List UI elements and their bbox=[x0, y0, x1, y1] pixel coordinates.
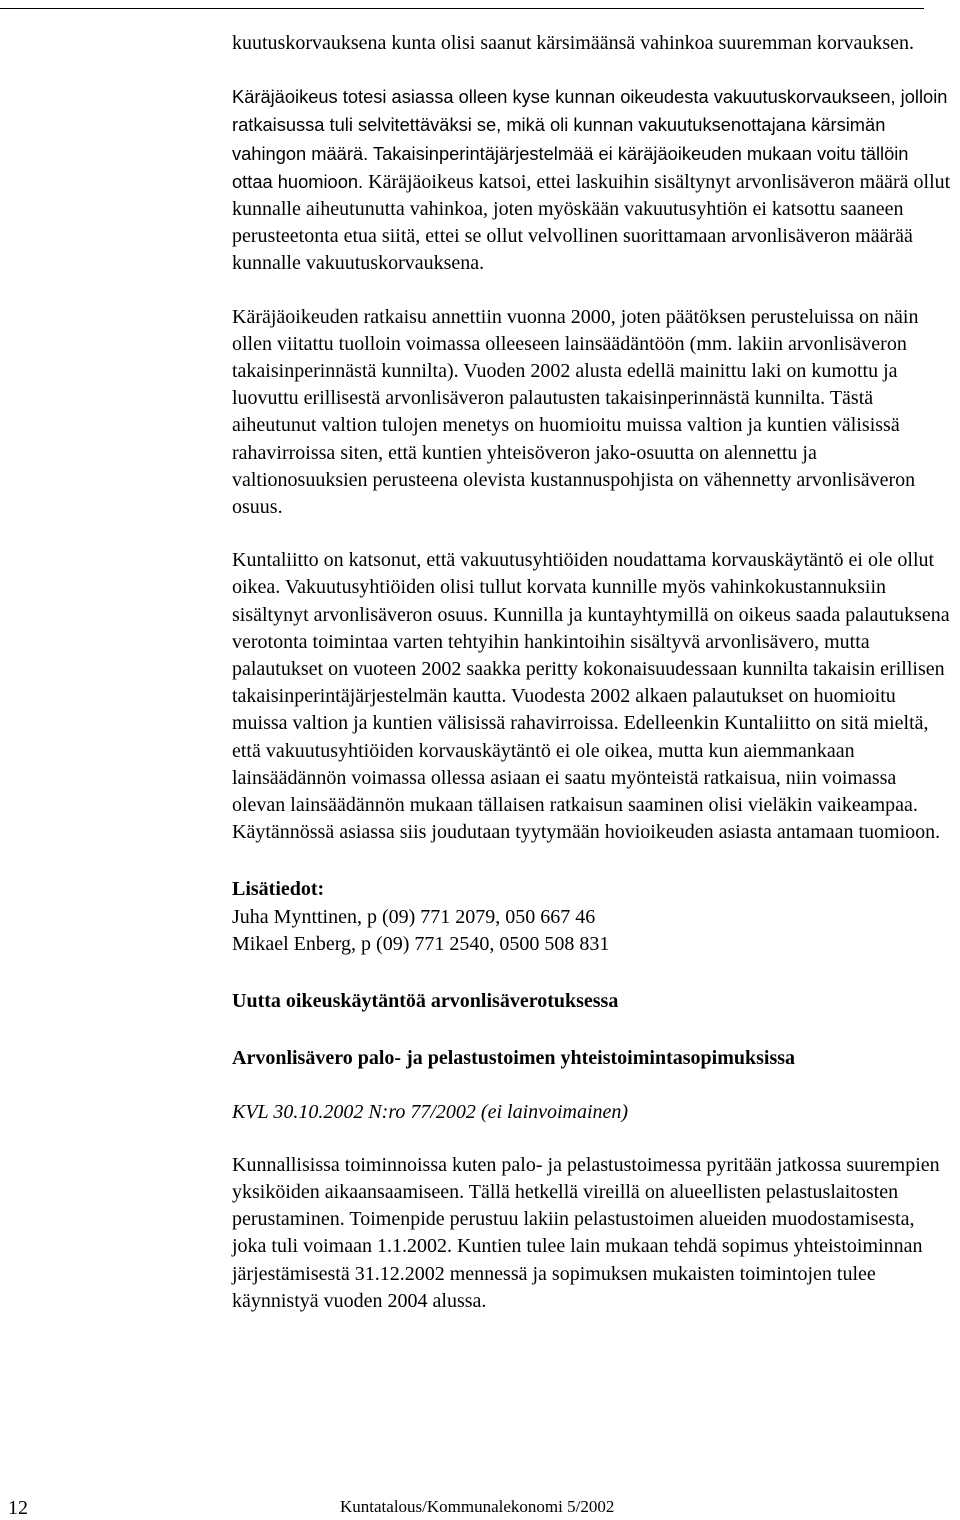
contact-line: Mikael Enberg, p (09) 771 2540, 0500 508 831 bbox=[232, 932, 610, 955]
paragraph-ruling-year: Käräjäoikeuden ratkaisu annettiin vuonna 2000, joten päätöksen perusteluissa on näin ollen viitattu tuolloin voimassa olleeseen lainsäädäntöön (mm. lakiin arvonlisäveron takaisinperinnästä kunnilta). Vuoden 2002 alusta edellä mainittu laki on kumottu ja luovuttu erillisestä arvonlisäveron palautusten takaisinperinnästä kunnilta. Tästä aiheutunut valtion tulojen menetys on huomioitu muissa valtion ja kuntien välisissä rahavirroissa siten, että kuntien yhteisöveron jako-osuutta on alennettu ja valtionosuuksien perusteena olevista kustannuspohjista on vähennetty arvonlisäveron osuus. bbox=[232, 305, 919, 519]
publication-footer: Kuntatalous/Kommunalekonomi 5/2002 bbox=[340, 1497, 615, 1516]
page-number: 12 bbox=[8, 1497, 28, 1519]
paragraph-court-ruling bbox=[232, 83, 952, 277]
page-body bbox=[232, 30, 952, 1315]
subsection-heading: Arvonlisävero palo- ja pelastustoimen yhteistoimintasopimuksissa bbox=[232, 1047, 796, 1070]
paragraph-continuation: kuutuskorvauksena kunta olisi saanut kärsimäänsä vahinkoa suuremman korvauksen. bbox=[232, 32, 915, 54]
paragraph-court-ruling-serif-part: Käräjäoikeus katsoi, ettei laskuihin sisältynyt arvonlisäveron määrä ollut kunnalle aiheutunutta vahinkoa, joten myöskään vakuutusyhtiön ei katsottu saaneen perusteetonta etua siitä, ettei se ollut velvollinen suorittamaan arvonlisäveron määrää kunnalle vakuutuskorvauksena. bbox=[232, 170, 951, 275]
section-heading: Uutta oikeuskäytäntöä arvonlisäverotuksessa bbox=[232, 990, 619, 1013]
contacts-heading: Lisätiedot: bbox=[232, 878, 325, 901]
paragraph-kuntaliitto: Kuntaliitto on katsonut, että vakuutusyhtiöiden noudattama korvauskäytäntö ei ole ollut oikea. Vakuutusyhtiöiden olisi tullut korvata kunnille myös vahinkokustannuksiin sisältynyt arvonlisäveron osuus. Kunnilla ja kuntayhtymillä on oikeus saada palautuksena verotonta toimintaa varten tehtyihin hankintoihin sisältyvä arvonlisävero, mutta palautukset on vuoteen 2002 saakka peritty kokonaisuudessaan kunnilta takaisin erillisen takaisinperintäjärjestelmän kautta. Vuodesta 2002 alkaen palautukset on huomioitu muissa valtion ja kuntien välisissä rahavirroissa. Edelleenkin Kuntaliitto on sitä mieltä, että vakuutusyhtiöiden korvauskäytäntö ei ole oikea, mutta kun aiemmankaan lainsäädännön voimassa ollessa asiaan ei saatu myönteistä ratkaisua, niin voimassa olevan lainsäädännön mukaan tällaisen ratkaisun saaminen olisi vieläkin vaikeampaa. Käytännössä asiassa siis joudutaan tyytymään hovioikeuden asiasta antamaan tuomioon. bbox=[232, 549, 950, 844]
paragraph-court-ruling-sans-part: Käräjäoikeus totesi asiassa olleen kyse kunnan oikeudesta vakuutuskorvaukseen, jolloin ratkaisussa tuli selvitettäväksi se, mikä oli kunnan vakuutuksenottajana kärsimän vahingon määrä. Takaisinperintäjärjestelmää ei käräjäoikeuden mukaan voitu tällöin ottaa huomioon. bbox=[232, 86, 948, 192]
contact-line: Juha Mynttinen, p (09) 771 2079, 050 667 46 bbox=[232, 905, 596, 928]
decision-reference: KVL 30.10.2002 N:ro 77/2002 (ei lainvoimainen) bbox=[232, 1100, 629, 1123]
paragraph-rescue-services: Kunnallisissa toiminnoissa kuten palo- ja pelastustoimessa pyritään jatkossa suurempien yksiköiden aikaansaamiseen. Tällä hetkellä vireillä on alueellisten pelastuslaitosten perustaminen. Toimenpide perustuu lakiin pelastustoimen alueiden muodostamisesta, joka tuli voimaan 1.1.2002. Kuntien tulee lain mukaan tehdä sopimus yhteistoiminnan järjestämisestä 31.12.2002 mennessä ja sopimuksen mukaisten toimintojen tulee käynnistyä vuoden 2004 alussa. bbox=[232, 1153, 940, 1312]
top-rule bbox=[0, 8, 924, 9]
